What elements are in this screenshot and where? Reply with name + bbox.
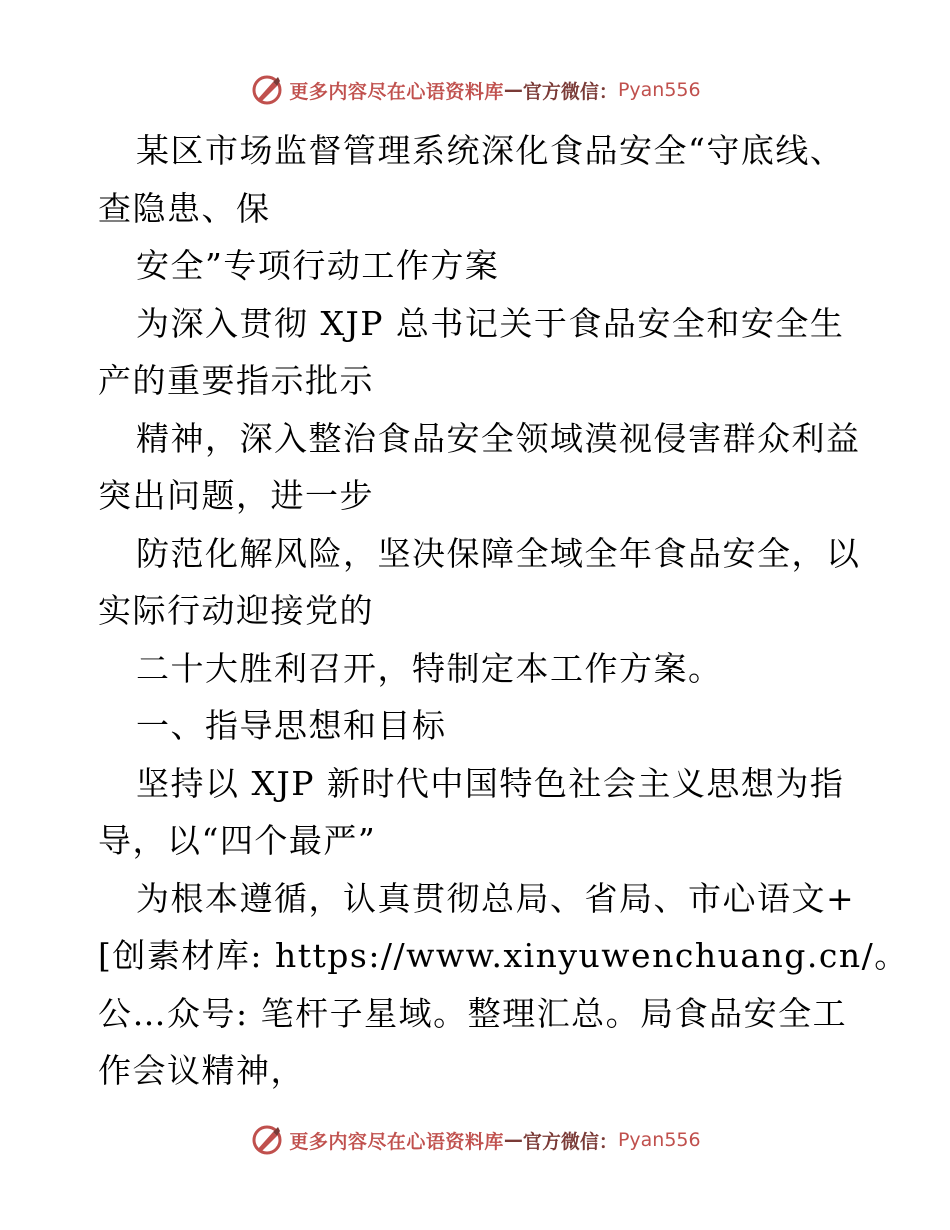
watermark-brand: 更多内容尽在心语资料库: [289, 80, 504, 103]
header-watermark: [0, 70, 950, 110]
paragraph-line: 坚持以 XJP 新时代中国特色社会主义思想为指: [136, 763, 845, 803]
document-body: [98, 122, 909, 1100]
paragraph-line: 导，以“四个最严”: [98, 821, 377, 860]
title-line-1: 某区市场监督管理系统深化食品安全“守底线、: [136, 131, 845, 170]
watermark-wechat-id: Pyan556: [617, 1129, 701, 1151]
title-line-3: 安全”专项行动工作方案: [136, 246, 500, 285]
watermark-label: 官方微信：: [522, 80, 618, 103]
paragraph-line: 为深入贯彻 XJP 总书记关于食品安全和安全生: [136, 303, 845, 343]
paragraph-line: 作会议精神，: [98, 1051, 305, 1090]
watermark-dash: —: [503, 79, 523, 101]
paragraph-line: 精神，深入整治食品安全领域漠视侵害群众利益: [136, 418, 861, 458]
paragraph-line: 防范化解风险，坚决保障全域全年食品安全，以: [136, 533, 861, 573]
paragraph-line: 产的重要指示批示: [98, 361, 374, 400]
watermark-label: 官方微信：: [522, 1130, 618, 1153]
section-heading: 一、指导思想和目标: [136, 706, 447, 745]
paragraph-line: [创素材库: https://www.xinyuwenchuang.cn/。: [98, 936, 909, 975]
paragraph-line: 实际行动迎接党的: [98, 591, 374, 630]
paragraph-line: 二十大胜利召开，特制定本工作方案。: [136, 648, 723, 688]
pen-logo-icon: [249, 72, 285, 108]
paragraph-line: 突出问题，进一步: [98, 476, 374, 515]
title-line-2: 查隐患、保: [98, 188, 271, 228]
watermark-brand: 更多内容尽在心语资料库: [289, 1130, 504, 1153]
paragraph-line: 为根本遵循，认真贯彻总局、省局、市心语文+: [136, 878, 856, 918]
watermark-dash: —: [503, 1129, 523, 1151]
footer-watermark: [0, 1120, 950, 1160]
paragraph-line: 公…众号: 笔杆子星域。整理汇总。局食品安全工: [98, 993, 848, 1033]
watermark-wechat-id: Pyan556: [617, 79, 701, 101]
pen-logo-icon: [249, 1122, 285, 1158]
